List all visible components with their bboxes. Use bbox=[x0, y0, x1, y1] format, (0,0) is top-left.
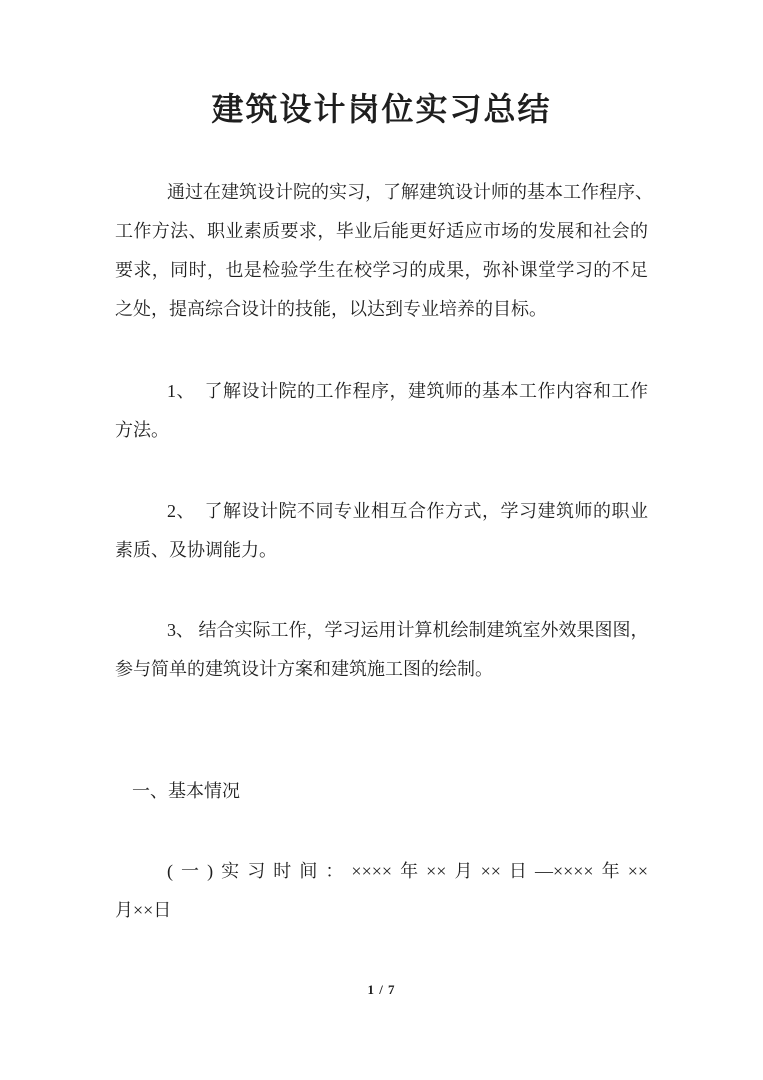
paragraph-time bbox=[115, 852, 648, 930]
text-line: (一)实习时间：××××年××月××日—××××年×× bbox=[167, 861, 648, 881]
text-line: 方法。 bbox=[115, 420, 169, 440]
text-line: 3、 结合实际工作，学习运用计算机绘制建筑室外效果图图， bbox=[167, 620, 649, 640]
paragraph-item-1 bbox=[115, 372, 648, 450]
paragraph-item-3 bbox=[115, 611, 648, 689]
paragraph-heading-1 bbox=[115, 772, 648, 811]
document-title: 建筑设计岗位实习总结 bbox=[211, 91, 552, 127]
paragraph-intro bbox=[115, 173, 653, 329]
page-number-indicator: 1 / 7 bbox=[367, 982, 396, 997]
text-line: 之处，提高综合设计的技能，以达到专业培养的目标。 bbox=[115, 299, 547, 319]
text-line: 要求，同时，也是检验学生在校学习的成果，弥补课堂学习的不足 bbox=[115, 260, 648, 280]
text-line: 工作方法、职业素质要求，毕业后能更好适应市场的发展和社会的 bbox=[115, 221, 648, 241]
text-line: 参与简单的建筑设计方案和建筑施工图的绘制。 bbox=[115, 659, 493, 679]
text-line: 一、基本情况 bbox=[132, 781, 240, 801]
text-line: 1、 了解设计院的工作程序，建筑师的基本工作内容和工作 bbox=[167, 381, 648, 401]
paragraph-item-2 bbox=[115, 492, 648, 570]
text-line: 通过在建筑设计院的实习，了解建筑设计师的基本工作程序、 bbox=[167, 182, 653, 202]
text-line: 素质、及协调能力。 bbox=[115, 540, 277, 560]
text-line: 月××日 bbox=[115, 900, 172, 920]
text-line: 2、 了解设计院不同专业相互合作方式，学习建筑师的职业 bbox=[167, 501, 648, 521]
